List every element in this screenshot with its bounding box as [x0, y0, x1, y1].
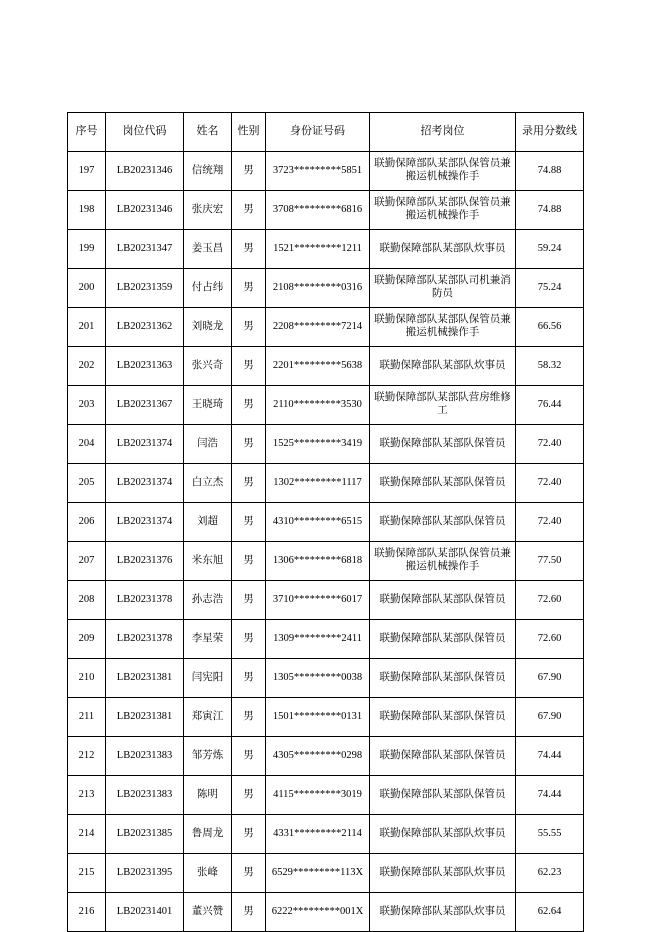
cell-position: 联勤保障部队某部队保管员 — [370, 737, 516, 776]
cell-score-line: 75.24 — [516, 269, 584, 308]
table-row — [68, 503, 584, 542]
cell-id-number: 3723*********5851 — [266, 152, 370, 191]
cell-sex: 男 — [232, 308, 266, 347]
table-row — [68, 698, 584, 737]
cell-seq: 213 — [68, 776, 106, 815]
cell-score-line: 74.88 — [516, 191, 584, 230]
cell-seq: 207 — [68, 542, 106, 581]
cell-post-code: LB20231395 — [106, 854, 184, 893]
cell-id-number: 2201*********5638 — [266, 347, 370, 386]
cell-sex: 男 — [232, 698, 266, 737]
cell-post-code: LB20231346 — [106, 191, 184, 230]
table-row — [68, 893, 584, 932]
cell-score-line: 77.50 — [516, 542, 584, 581]
table-row — [68, 620, 584, 659]
cell-name: 闫宪阳 — [184, 659, 232, 698]
cell-score-line: 72.60 — [516, 581, 584, 620]
cell-position: 联勤保障部队某部队保管员 — [370, 776, 516, 815]
cell-post-code: LB20231383 — [106, 737, 184, 776]
cell-seq: 203 — [68, 386, 106, 425]
table-row — [68, 425, 584, 464]
cell-name: 信统翔 — [184, 152, 232, 191]
cell-id-number: 6529*********113X — [266, 854, 370, 893]
table-row — [68, 464, 584, 503]
cell-id-number: 1521*********1211 — [266, 230, 370, 269]
cell-post-code: LB20231376 — [106, 542, 184, 581]
cell-position: 联勤保障部队某部队炊事员 — [370, 893, 516, 932]
cell-sex: 男 — [232, 269, 266, 308]
cell-post-code: LB20231383 — [106, 776, 184, 815]
cell-position: 联勤保障部队某部队炊事员 — [370, 230, 516, 269]
cell-seq: 211 — [68, 698, 106, 737]
cell-post-code: LB20231378 — [106, 581, 184, 620]
cell-id-number: 1309*********2411 — [266, 620, 370, 659]
cell-name: 李星荣 — [184, 620, 232, 659]
table-row — [68, 659, 584, 698]
column-header-sex: 性别 — [232, 113, 266, 152]
cell-name: 陈明 — [184, 776, 232, 815]
cell-name: 张峰 — [184, 854, 232, 893]
cell-score-line: 72.40 — [516, 464, 584, 503]
cell-position: 联勤保障部队某部队保管员 — [370, 464, 516, 503]
cell-name: 郑寅江 — [184, 698, 232, 737]
cell-seq: 209 — [68, 620, 106, 659]
table-row — [68, 737, 584, 776]
column-header-name: 姓名 — [184, 113, 232, 152]
cell-sex: 男 — [232, 815, 266, 854]
cell-sex: 男 — [232, 542, 266, 581]
cell-position: 联勤保障部队某部队保管员 — [370, 503, 516, 542]
cell-post-code: LB20231378 — [106, 620, 184, 659]
cell-name: 付占纬 — [184, 269, 232, 308]
cell-id-number: 2208*********7214 — [266, 308, 370, 347]
cell-name: 米东旭 — [184, 542, 232, 581]
cell-score-line: 62.23 — [516, 854, 584, 893]
table-row — [68, 308, 584, 347]
cell-id-number: 4305*********0298 — [266, 737, 370, 776]
table-row — [68, 815, 584, 854]
cell-id-number: 1302*********1117 — [266, 464, 370, 503]
cell-name: 闫浩 — [184, 425, 232, 464]
cell-position: 联勤保障部队某部队保管员兼搬运机械操作手 — [370, 308, 516, 347]
cell-score-line: 67.90 — [516, 659, 584, 698]
cell-name: 王晓琦 — [184, 386, 232, 425]
cell-sex: 男 — [232, 425, 266, 464]
table-row — [68, 542, 584, 581]
cell-sex: 男 — [232, 893, 266, 932]
cell-name: 鲁周龙 — [184, 815, 232, 854]
cell-post-code: LB20231347 — [106, 230, 184, 269]
cell-sex: 男 — [232, 230, 266, 269]
cell-name: 孙志浩 — [184, 581, 232, 620]
cell-seq: 205 — [68, 464, 106, 503]
table-row — [68, 152, 584, 191]
cell-name: 张兴奇 — [184, 347, 232, 386]
cell-score-line: 72.60 — [516, 620, 584, 659]
cell-position: 联勤保障部队某部队保管员兼搬运机械操作手 — [370, 191, 516, 230]
cell-id-number: 4115*********3019 — [266, 776, 370, 815]
cell-seq: 216 — [68, 893, 106, 932]
table-row — [68, 854, 584, 893]
table-row — [68, 581, 584, 620]
cell-name: 刘超 — [184, 503, 232, 542]
cell-score-line: 72.40 — [516, 503, 584, 542]
cell-score-line: 58.32 — [516, 347, 584, 386]
cell-seq: 202 — [68, 347, 106, 386]
cell-post-code: LB20231385 — [106, 815, 184, 854]
cell-position: 联勤保障部队某部队炊事员 — [370, 347, 516, 386]
cell-seq: 201 — [68, 308, 106, 347]
cell-seq: 206 — [68, 503, 106, 542]
cell-seq: 199 — [68, 230, 106, 269]
column-header-score-line: 录用分数线 — [516, 113, 584, 152]
cell-sex: 男 — [232, 659, 266, 698]
cell-sex: 男 — [232, 347, 266, 386]
cell-score-line: 66.56 — [516, 308, 584, 347]
table-row — [68, 230, 584, 269]
cell-id-number: 1306*********6818 — [266, 542, 370, 581]
cell-post-code: LB20231346 — [106, 152, 184, 191]
cell-post-code: LB20231367 — [106, 386, 184, 425]
cell-id-number: 1525*********3419 — [266, 425, 370, 464]
roster-table — [67, 112, 584, 932]
cell-id-number: 2110*********3530 — [266, 386, 370, 425]
cell-position: 联勤保障部队某部队保管员 — [370, 659, 516, 698]
column-header-id-number: 身份证号码 — [266, 113, 370, 152]
cell-id-number: 4310*********6515 — [266, 503, 370, 542]
cell-sex: 男 — [232, 737, 266, 776]
cell-position: 联勤保障部队某部队保管员 — [370, 581, 516, 620]
cell-post-code: LB20231381 — [106, 698, 184, 737]
cell-post-code: LB20231359 — [106, 269, 184, 308]
cell-score-line: 72.40 — [516, 425, 584, 464]
cell-seq: 198 — [68, 191, 106, 230]
column-header-seq: 序号 — [68, 113, 106, 152]
cell-position: 联勤保障部队某部队炊事员 — [370, 854, 516, 893]
cell-sex: 男 — [232, 620, 266, 659]
roster-table-container — [67, 112, 583, 932]
cell-sex: 男 — [232, 152, 266, 191]
table-row — [68, 269, 584, 308]
cell-id-number: 2108*********0316 — [266, 269, 370, 308]
cell-post-code: LB20231381 — [106, 659, 184, 698]
table-header-row — [68, 113, 584, 152]
cell-sex: 男 — [232, 503, 266, 542]
cell-seq: 204 — [68, 425, 106, 464]
cell-id-number: 1501*********0131 — [266, 698, 370, 737]
cell-name: 白立杰 — [184, 464, 232, 503]
cell-position: 联勤保障部队某部队炊事员 — [370, 815, 516, 854]
cell-sex: 男 — [232, 191, 266, 230]
table-row — [68, 386, 584, 425]
cell-post-code: LB20231374 — [106, 503, 184, 542]
cell-post-code: LB20231363 — [106, 347, 184, 386]
cell-name: 董兴赞 — [184, 893, 232, 932]
cell-score-line: 74.88 — [516, 152, 584, 191]
table-header — [68, 113, 584, 152]
cell-seq: 197 — [68, 152, 106, 191]
cell-score-line: 74.44 — [516, 776, 584, 815]
table-row — [68, 776, 584, 815]
cell-seq: 212 — [68, 737, 106, 776]
cell-score-line: 55.55 — [516, 815, 584, 854]
cell-post-code: LB20231401 — [106, 893, 184, 932]
cell-sex: 男 — [232, 581, 266, 620]
cell-id-number: 1305*********0038 — [266, 659, 370, 698]
table-body — [68, 152, 584, 932]
cell-seq: 210 — [68, 659, 106, 698]
cell-id-number: 3710*********6017 — [266, 581, 370, 620]
cell-post-code: LB20231374 — [106, 464, 184, 503]
cell-position: 联勤保障部队某部队保管员兼搬运机械操作手 — [370, 152, 516, 191]
table-row — [68, 347, 584, 386]
cell-position: 联勤保障部队某部队保管员兼搬运机械操作手 — [370, 542, 516, 581]
cell-sex: 男 — [232, 464, 266, 503]
cell-name: 刘晓龙 — [184, 308, 232, 347]
cell-id-number: 4331*********2114 — [266, 815, 370, 854]
cell-position: 联勤保障部队某部队营房维修工 — [370, 386, 516, 425]
cell-post-code: LB20231362 — [106, 308, 184, 347]
column-header-post-code: 岗位代码 — [106, 113, 184, 152]
cell-sex: 男 — [232, 386, 266, 425]
table-row — [68, 191, 584, 230]
column-header-position: 招考岗位 — [370, 113, 516, 152]
cell-name: 姜玉昌 — [184, 230, 232, 269]
cell-post-code: LB20231374 — [106, 425, 184, 464]
cell-score-line: 59.24 — [516, 230, 584, 269]
cell-seq: 200 — [68, 269, 106, 308]
cell-position: 联勤保障部队某部队保管员 — [370, 620, 516, 659]
cell-id-number: 6222*********001X — [266, 893, 370, 932]
cell-id-number: 3708*********6816 — [266, 191, 370, 230]
cell-sex: 男 — [232, 776, 266, 815]
cell-position: 联勤保障部队某部队司机兼消防员 — [370, 269, 516, 308]
cell-score-line: 67.90 — [516, 698, 584, 737]
cell-name: 张庆宏 — [184, 191, 232, 230]
cell-score-line: 74.44 — [516, 737, 584, 776]
cell-seq: 215 — [68, 854, 106, 893]
cell-position: 联勤保障部队某部队保管员 — [370, 698, 516, 737]
cell-seq: 214 — [68, 815, 106, 854]
cell-position: 联勤保障部队某部队保管员 — [370, 425, 516, 464]
cell-seq: 208 — [68, 581, 106, 620]
cell-sex: 男 — [232, 854, 266, 893]
cell-score-line: 62.64 — [516, 893, 584, 932]
cell-name: 邹芳炼 — [184, 737, 232, 776]
cell-score-line: 76.44 — [516, 386, 584, 425]
